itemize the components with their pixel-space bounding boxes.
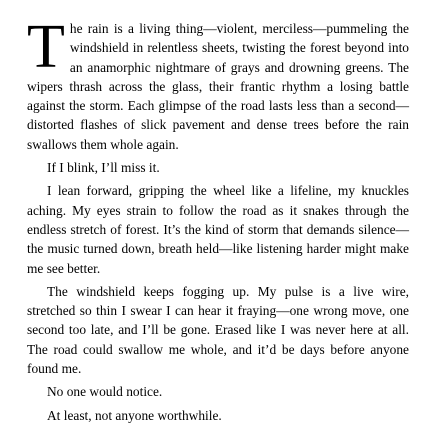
opening-paragraph (27, 13, 409, 154)
story-text (27, 13, 409, 425)
paragraph-blink: If I blink, I’ll miss it. (47, 160, 160, 176)
opening-paragraph-text: he rain is a living thing—violent, merciless—pummeling the windshield in relentless sheets, twisting the forest beyond into an anamorphic nightmare of grays and drowning greens. The wipers thrash across the glass, their frantic rhythm a losing battle against the storm. Each glimpse of the road lasts less than a second—distorted flashes of slick pavement and dense trees before the rain swallows them whole again. (27, 21, 409, 152)
drop-cap-letter: T (27, 13, 65, 81)
paragraph-no-one: No one would notice. (47, 384, 163, 400)
paragraph-worthwhile: At least, not anyone worthwhile. (47, 407, 222, 423)
paragraph-windshield: The windshield keeps fogging up. My pulse is a live wire, stretched so thin I swear I can hear it fraying—one wrong move, one second too late, and I’ll be gone. Erased like I was never here at all. The road could swallow me whole, and it’d be days before anyone found me. (27, 283, 409, 377)
paragraph-wheel: I lean forward, gripping the wheel like a lifeline, my knuckles aching. My eyes strain to follow the road as it snakes through the endless stretch of forest. It’s the kind of storm that demands silence—the music turned down, breath held—like listening harder might make me see better. (27, 183, 409, 276)
